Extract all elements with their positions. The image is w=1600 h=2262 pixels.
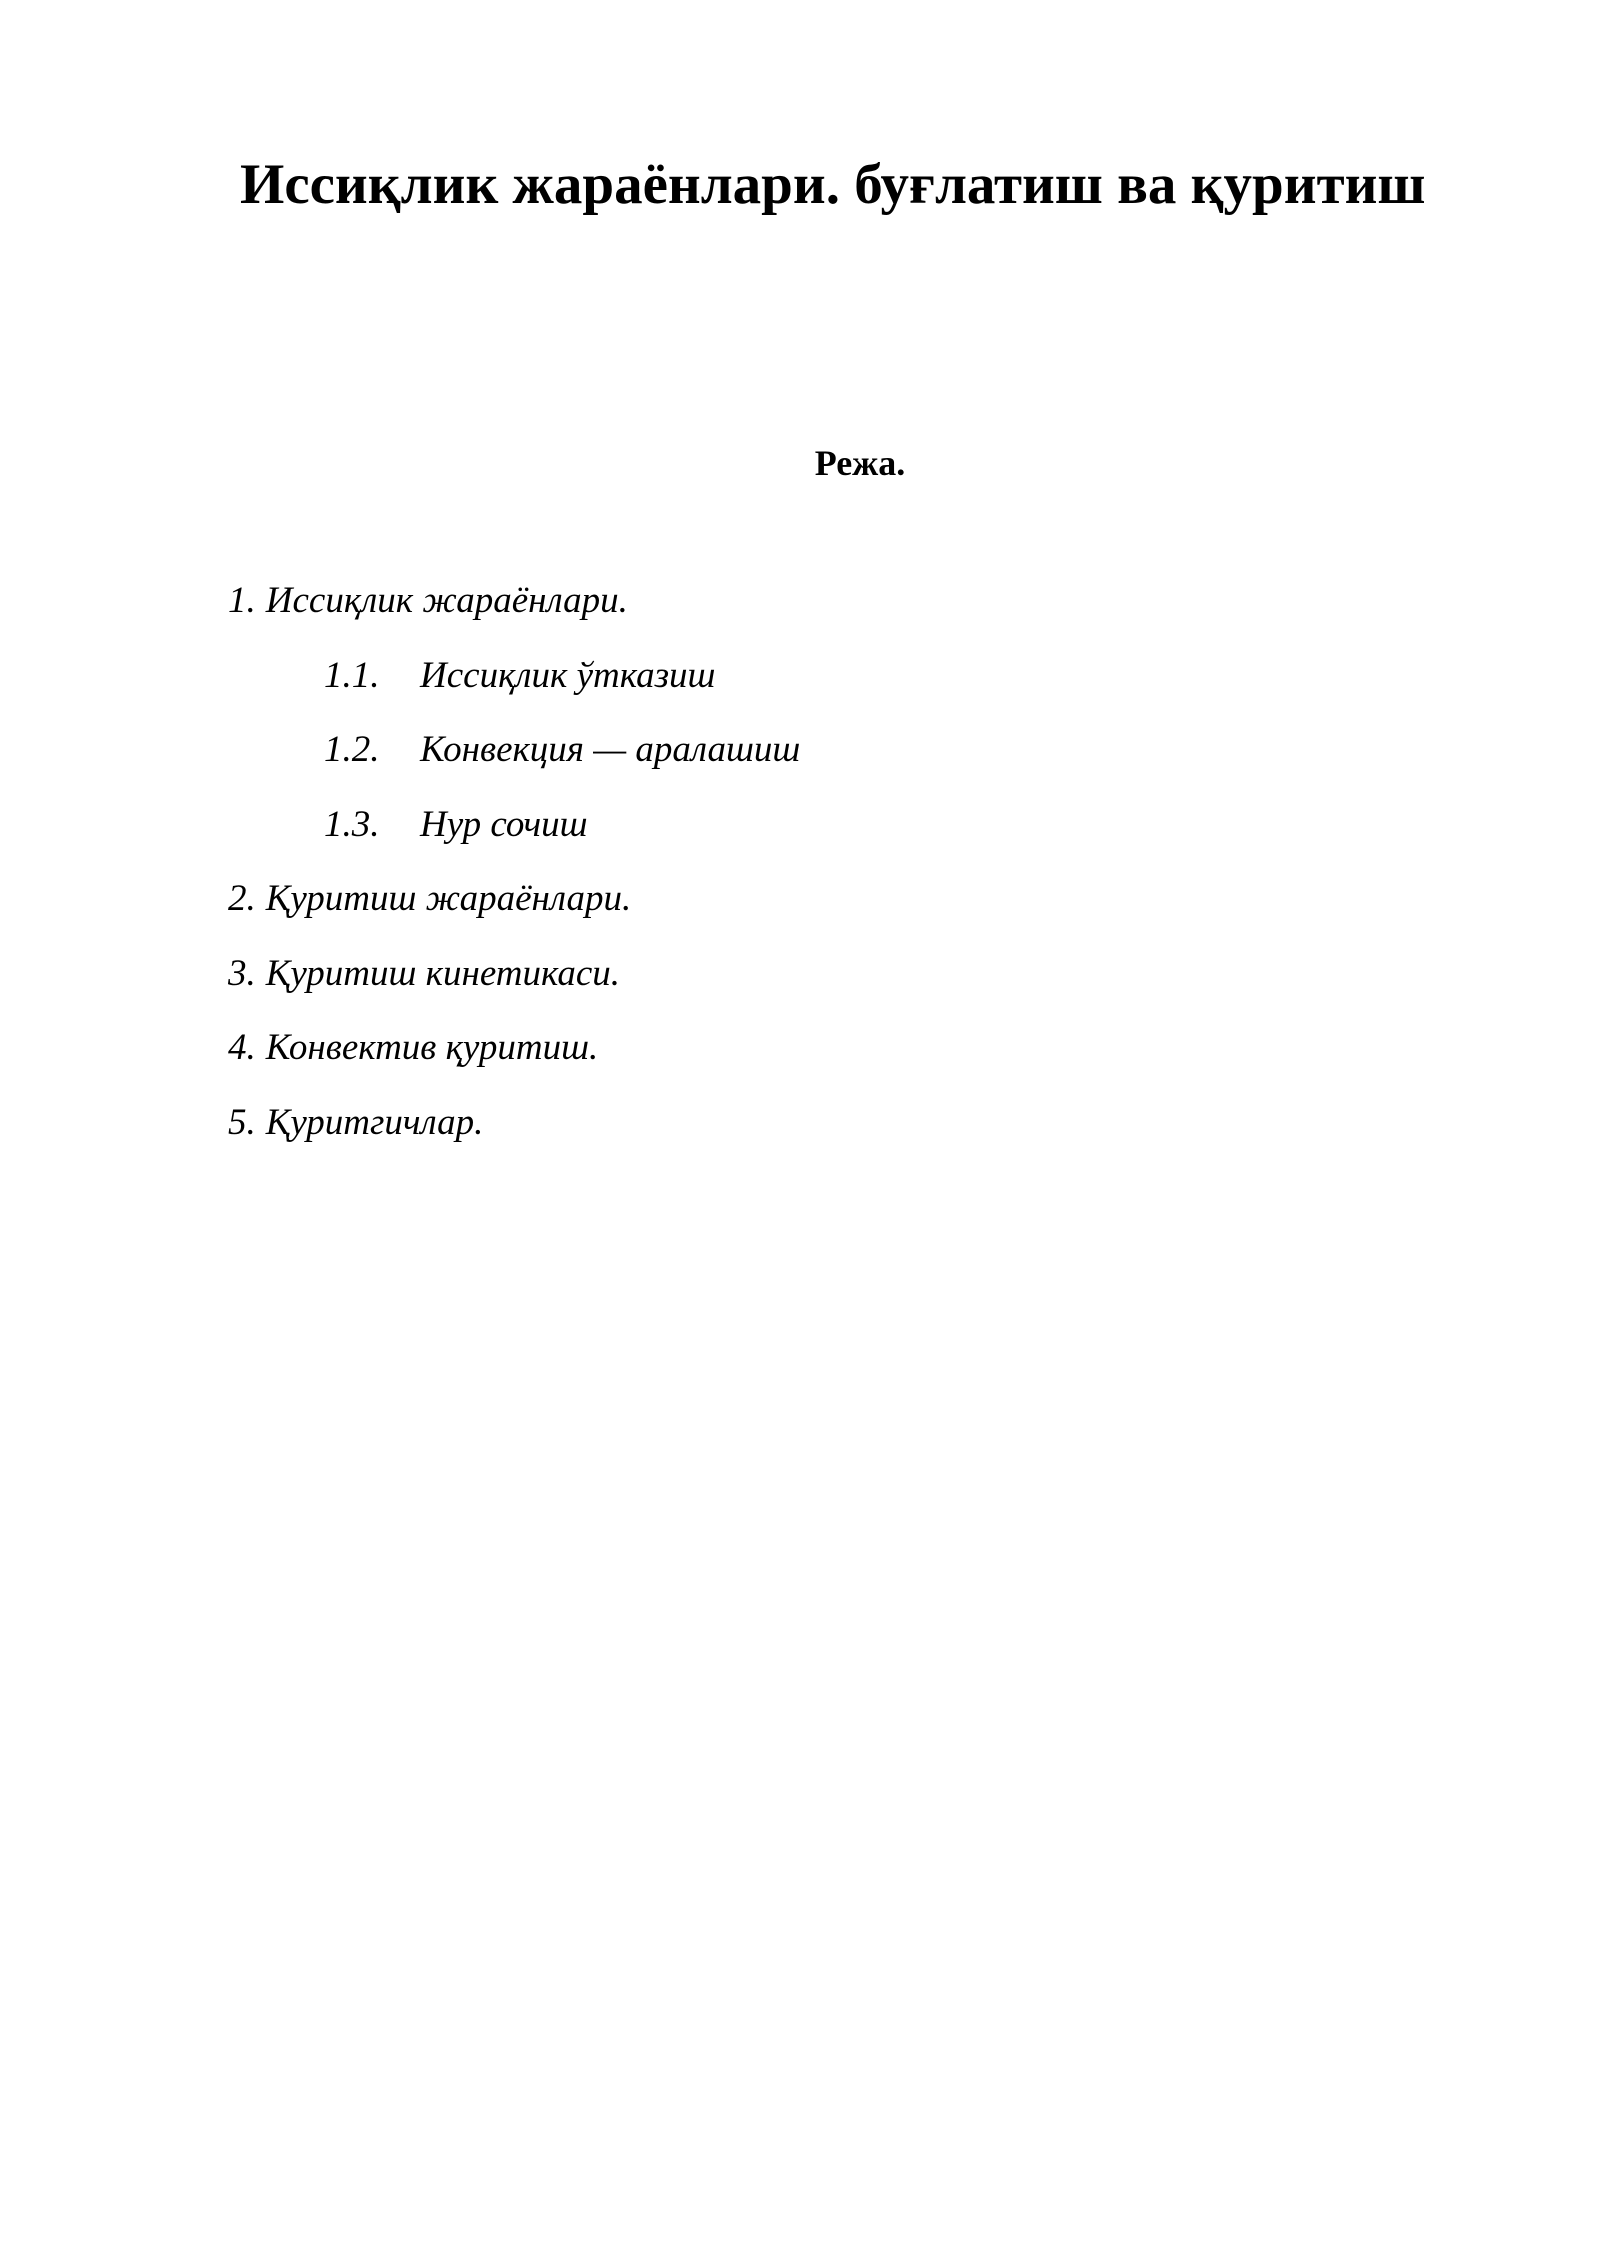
outline-item-text: Конвектив қуритиш. (265, 1027, 599, 1068)
document-title: Иссиқлик жараёнлари. буғлатиш ва қуритиш (240, 153, 1426, 216)
outline-item-text: Нур сочиш (420, 803, 588, 845)
outline-item-number: 5. (228, 1101, 256, 1143)
outline-item-text: Иссиқлик ўтказиш (420, 654, 716, 696)
outline-item-text: Қуритгичлар. (265, 1101, 484, 1143)
outline-subitem (228, 727, 800, 802)
outline-item-number: 1. (228, 580, 256, 621)
outline-item (228, 1100, 800, 1175)
outline-item-number: 4. (228, 1027, 256, 1068)
outline-item-number: 2. (228, 878, 256, 919)
outline-item-number: 1.2. (324, 729, 380, 770)
outline-item (228, 951, 800, 1026)
outline-item (228, 876, 800, 951)
outline-item-text: Қуритиш кинетикаси. (265, 952, 621, 994)
outline-heading: Режа. (814, 443, 906, 483)
outline-item-text: Иссиқлик жараёнлари. (265, 580, 628, 621)
outline-subitem (228, 653, 800, 728)
outline-item (228, 1025, 800, 1100)
outline-list (228, 578, 800, 1174)
outline-item-text: Конвекция — аралашиш (420, 729, 801, 770)
outline-subitem (228, 802, 800, 877)
outline-item-number: 1.1. (324, 654, 380, 696)
outline-item-number: 3. (228, 952, 256, 994)
outline-item-text: Қуритиш жараёнлари. (265, 878, 632, 919)
outline-item (228, 578, 800, 653)
outline-item-number: 1.3. (324, 803, 380, 845)
